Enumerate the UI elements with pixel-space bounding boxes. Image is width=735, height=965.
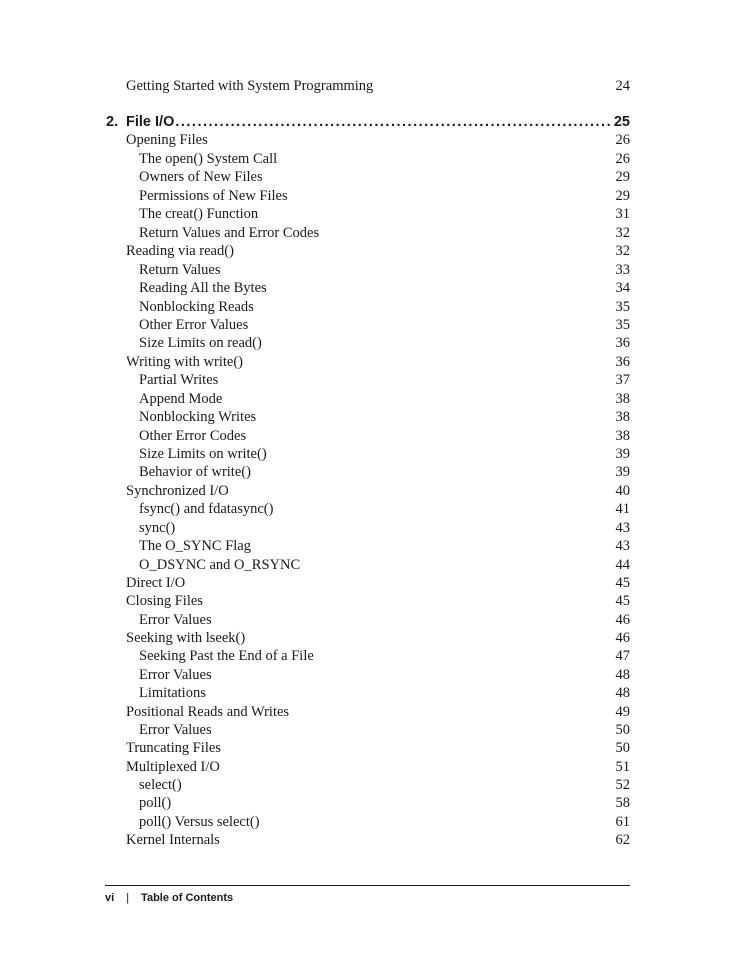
chapter-page: 25 <box>613 114 630 130</box>
toc-entry-label: Permissions of New Files <box>139 187 288 204</box>
toc-entry-page: 50 <box>615 721 630 738</box>
chapter-heading[interactable] <box>0 112 735 132</box>
toc-entry-label: Direct I/O <box>126 574 186 591</box>
toc-entry-page: 61 <box>615 813 630 830</box>
toc-entry-label: Owners of New Files <box>139 169 263 185</box>
toc-entry-page: 48 <box>615 685 630 701</box>
footer-separator: | <box>126 892 130 904</box>
toc-subentry[interactable] <box>0 390 735 408</box>
toc-subentry[interactable] <box>0 611 735 629</box>
toc-entry-label: Closing Files <box>126 593 203 609</box>
toc-subentry[interactable] <box>0 500 735 518</box>
toc-entry[interactable] <box>0 629 735 647</box>
toc-entry[interactable] <box>0 131 735 149</box>
toc-entry[interactable] <box>0 574 735 592</box>
toc-entry-page: 48 <box>615 666 630 683</box>
toc-subentry[interactable] <box>0 187 735 205</box>
toc-subentry[interactable] <box>0 556 735 574</box>
toc-entry-page: 38 <box>615 427 630 444</box>
toc-entry-page: 43 <box>615 519 630 536</box>
toc-entry-page: 34 <box>615 280 630 296</box>
footer-rule <box>105 885 630 886</box>
toc-entry-page: 36 <box>615 353 630 370</box>
toc-entry-label: Error Values <box>139 721 212 738</box>
toc-entry-page: 47 <box>615 648 630 664</box>
toc-subentry[interactable] <box>0 224 735 242</box>
chapter-title: File I/O <box>126 114 175 130</box>
toc-entry[interactable] <box>0 739 735 757</box>
toc-entry-page: 43 <box>615 538 630 554</box>
toc-entry-page: 62 <box>615 831 630 848</box>
toc-subentry[interactable] <box>0 463 735 481</box>
toc-entry-page: 45 <box>615 574 630 591</box>
toc-entry-label: O_DSYNC and O_RSYNC <box>139 556 301 573</box>
toc-entry-page: 35 <box>615 317 630 333</box>
toc-entry-label: Seeking Past the End of a File <box>139 648 314 664</box>
toc-entry-label: The open() System Call <box>139 150 278 167</box>
toc-entry[interactable] <box>0 353 735 371</box>
toc-entry-label: Getting Started with System Programming <box>126 78 374 94</box>
toc-entry-label: Size Limits on write() <box>139 446 267 462</box>
chapter-title-row <box>126 112 630 132</box>
toc-entry-page: 32 <box>615 224 630 241</box>
toc-entry-getting-started[interactable] <box>0 77 735 95</box>
toc-entry-page: 41 <box>615 501 630 517</box>
toc-entry-page: 26 <box>615 132 630 148</box>
toc-entry-label: select() <box>139 777 182 793</box>
toc-entry-label: sync() <box>139 519 176 536</box>
toc-entry-page: 29 <box>615 187 630 204</box>
page-footer <box>105 890 233 906</box>
toc-entry-label: Positional Reads and Writes <box>126 703 290 720</box>
toc-entry-label: Append Mode <box>139 390 223 407</box>
toc-subentry[interactable] <box>0 721 735 739</box>
toc-entry-label: poll() Versus select() <box>139 813 260 830</box>
toc-subentry[interactable] <box>0 684 735 702</box>
toc-entry-label: Writing with write() <box>126 353 243 370</box>
toc-subentry[interactable] <box>0 316 735 334</box>
running-footer-title: Table of Contents <box>141 892 234 904</box>
toc-entry-page: 38 <box>615 409 630 425</box>
toc-entry-label: Behavior of write() <box>139 464 251 480</box>
toc-entry-page: 45 <box>615 593 630 609</box>
toc-entry-page: 24 <box>615 78 630 94</box>
toc-subentry[interactable] <box>0 537 735 555</box>
toc-subentry[interactable] <box>0 371 735 389</box>
toc-entry-page: 29 <box>615 169 630 185</box>
toc-entry-label: The creat() Function <box>139 206 259 222</box>
toc-entry-page: 31 <box>615 206 630 222</box>
toc-entry[interactable] <box>0 831 735 849</box>
toc-subentry[interactable] <box>0 666 735 684</box>
toc-entry-page: 39 <box>615 446 630 462</box>
toc-entry-label: Nonblocking Writes <box>139 409 257 425</box>
toc-entry-page: 35 <box>615 298 630 315</box>
toc-entry-label: Error Values <box>139 666 212 683</box>
toc-subentry[interactable] <box>0 519 735 537</box>
toc-subentry[interactable] <box>0 427 735 445</box>
toc-entry-page: 40 <box>615 482 630 499</box>
toc-entry-label: Limitations <box>139 685 206 701</box>
toc-subentry[interactable] <box>0 205 735 223</box>
toc-entry-label: Kernel Internals <box>126 831 220 848</box>
toc-entry-label: Other Error Codes <box>139 427 247 444</box>
toc-entry-page: 52 <box>615 777 630 793</box>
toc-entry[interactable] <box>0 592 735 610</box>
toc-entry-label: Return Values <box>139 261 221 278</box>
toc-subentry[interactable] <box>0 298 735 316</box>
toc-entry-label: Nonblocking Reads <box>139 298 254 315</box>
toc-entry-label: Seeking with lseek() <box>126 630 246 646</box>
chapter-number: 2. <box>106 114 119 130</box>
toc-entry-page: 51 <box>615 758 630 775</box>
toc-entry-page: 38 <box>615 390 630 407</box>
toc-entry-label: Multiplexed I/O <box>126 758 220 775</box>
toc-subentry[interactable] <box>0 334 735 352</box>
toc-entry[interactable] <box>0 242 735 260</box>
toc-subentry[interactable] <box>0 445 735 463</box>
toc-entry-page: 33 <box>615 261 630 278</box>
toc-entry[interactable] <box>0 703 735 721</box>
toc-entry-label: Reading via read() <box>126 243 234 259</box>
toc-entry-page: 32 <box>615 243 630 259</box>
toc-subentry[interactable] <box>0 813 735 831</box>
toc-subentry[interactable] <box>0 279 735 297</box>
page-folio: vi <box>105 892 115 904</box>
toc-subentry[interactable] <box>0 647 735 665</box>
toc-subentry[interactable] <box>0 150 735 168</box>
toc-entry-label: Partial Writes <box>139 372 219 388</box>
toc-entry-label: Other Error Values <box>139 317 249 333</box>
toc-entry-page: 36 <box>615 335 630 351</box>
toc-entry-page: 49 <box>615 703 630 720</box>
toc-entry-label: fsync() and fdatasync() <box>139 501 274 517</box>
dot-leader <box>175 112 610 132</box>
toc-subentry[interactable] <box>0 408 735 426</box>
toc-entry[interactable] <box>0 758 735 776</box>
toc-entry-label: Size Limits on read() <box>139 335 262 351</box>
toc-entry-label: Opening Files <box>126 132 208 148</box>
toc-entry-label: Truncating Files <box>126 740 221 756</box>
toc-entry-page: 46 <box>615 630 630 646</box>
toc-subentry[interactable] <box>0 168 735 186</box>
toc-entry-label: Reading All the Bytes <box>139 280 267 296</box>
toc-subentry[interactable] <box>0 794 735 812</box>
toc-entry-page: 50 <box>615 740 630 756</box>
toc-entry-page: 37 <box>615 372 630 388</box>
toc-entry-label: Synchronized I/O <box>126 482 229 499</box>
toc-entry-label: Error Values <box>139 611 212 628</box>
toc-subentry[interactable] <box>0 776 735 794</box>
toc-entry-label: Return Values and Error Codes <box>139 224 320 241</box>
toc-entry-page: 44 <box>615 556 630 573</box>
toc-entry[interactable] <box>0 482 735 500</box>
toc-entry-page: 26 <box>615 150 630 167</box>
toc-entry-label: poll() <box>139 795 172 811</box>
toc-entry-page: 46 <box>615 611 630 628</box>
toc-entry-label: The O_SYNC Flag <box>139 538 251 554</box>
toc-subentry[interactable] <box>0 261 735 279</box>
toc-entry-page: 39 <box>615 464 630 480</box>
toc-entry-page: 58 <box>615 795 630 811</box>
